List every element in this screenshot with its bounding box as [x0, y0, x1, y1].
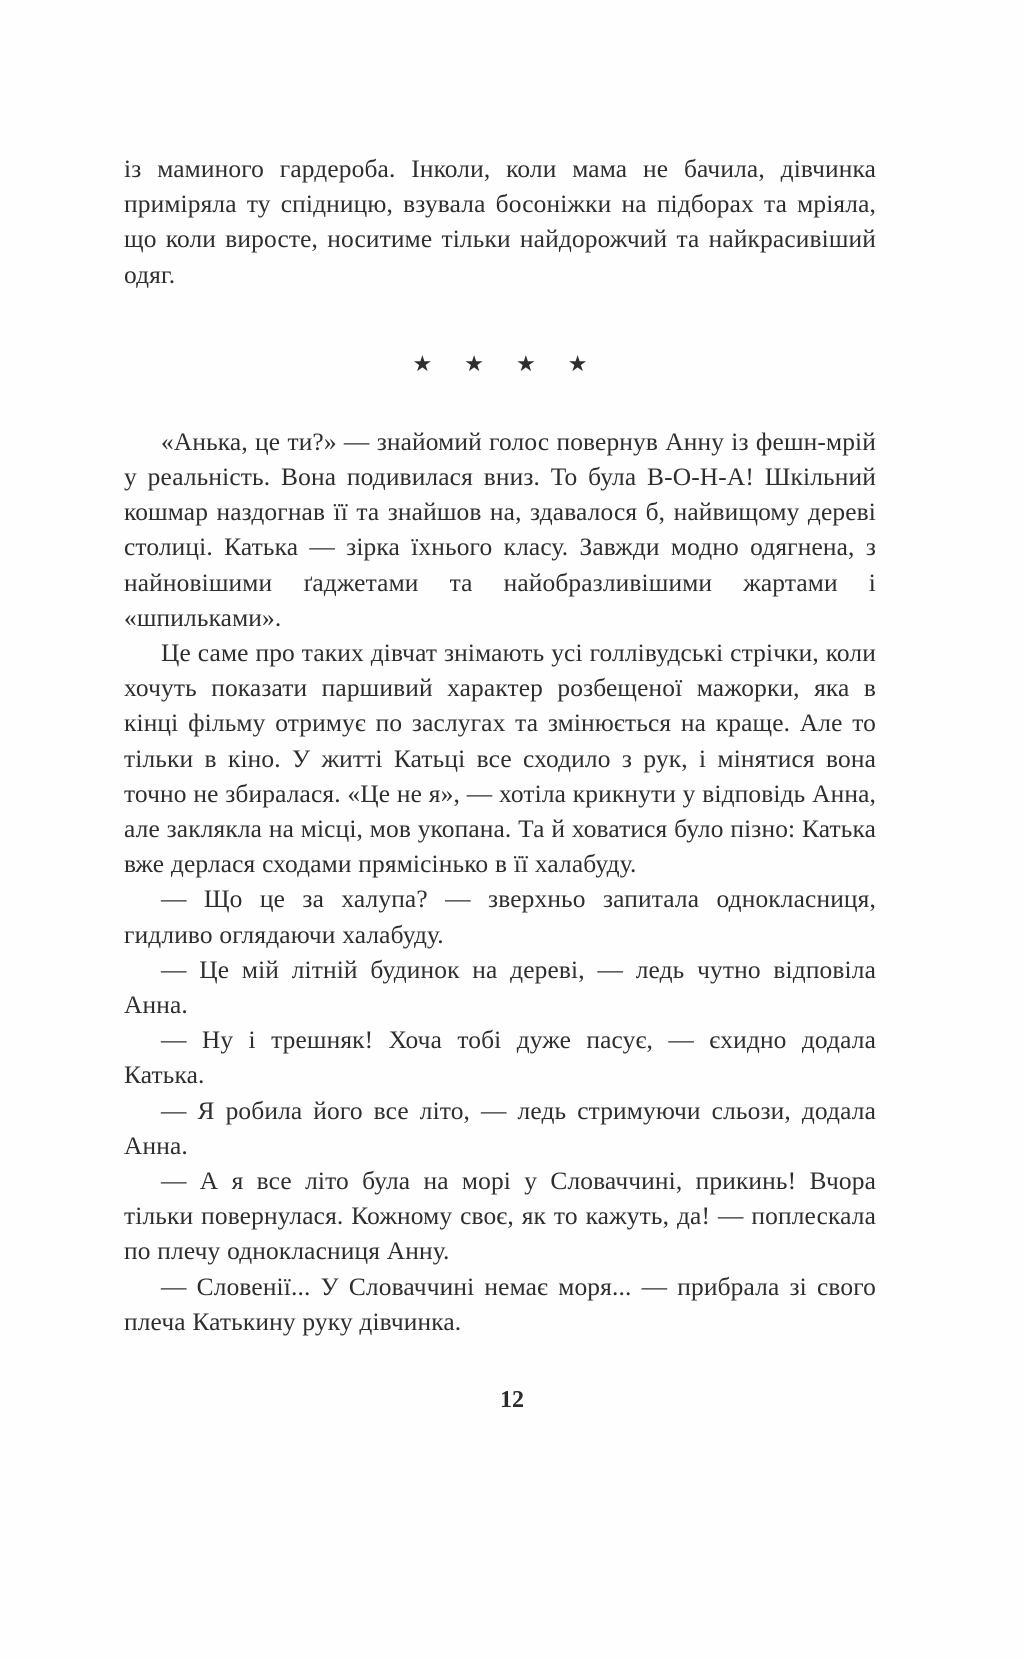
paragraph-hollywood-films: Це саме про таких дівчат знімають усі голлівудські стрічки, коли хочуть показати паршивий характер розбещеної мажорки, яка в кінці фільму отримує по заслугах та змінюється на краще. Але то тільки в кіно. У житті Катьці все сходило з рук, і мінятися вона точно не збиралася. «Це не я», — хотіла крикнути у відповідь Анна, але заклякла на місці, мов укопана. Та й ховатися було пізно: Катька вже дерлася сходами прямісінько в її халабуду.	[124, 639, 876, 879]
star-icon: ★	[516, 350, 536, 376]
dialogue-line-what-is-this-shack: — Що це за халупа? — зверхньо запитала однокласниця, гидливо оглядаючи халабуду.	[124, 885, 876, 949]
spacer-after-divider	[124, 395, 876, 425]
dialogue-line-sea-in-slovakia: — А я все літо була на морі у Словаччині, прикинь! Вчора тільки повернулася. Кожному своє, як то кажуть, да! — поплескала по плечу однокласниця Анну.	[124, 1167, 876, 1266]
dialogue-line-i-built-it-all-summer: — Я робила його все літо, — ледь стримуючи сльози, додала Анна.	[124, 1096, 876, 1160]
page-text-body	[124, 152, 876, 1340]
star-icon: ★	[567, 350, 588, 376]
section-break-divider	[124, 325, 876, 395]
star-icon: ★	[412, 350, 433, 376]
star-icon: ★	[464, 350, 484, 376]
spacer-before-divider	[124, 293, 876, 325]
paragraph-anka-ce-ty: «Анька, це ти?» — знайомий голос повернув Анну із фешн-мрій у реальність. Вона подивилася вниз. То була В-О-Н-А! Шкільний кошмар наздогнав її та знайшов на, здавалося б, найвищому дереві столиці. Катька — зірка їхнього класу. Завжди модно одягнена, з найновішими ґаджетами та найобразливішими жартами і «шпильками».	[124, 427, 876, 632]
dialogue-line-slovenia-correction: — Словенії... У Словаччині немає моря... — прибрала зі свого плеча Катькину руку дівчинка.	[124, 1272, 876, 1336]
dialogue-line-my-summer-treehouse: — Це мій літній будинок на дереві, — ледь чутно відповіла Анна.	[124, 955, 876, 1020]
paragraph-continued-from-previous-page: із маминого гардероба. Інколи, коли мама не бачила, дівчинка приміряла ту спідницю, взувала босоніжки на підборах та мріяла, що коли виросте, носитиме тільки найдорожчий та найкрасивіший одяг.	[124, 155, 876, 289]
page-number: 12	[500, 1387, 524, 1413]
dialogue-line-what-trash: — Ну і трешняк! Хоча тобі дуже пасує, — єхидно додала Катька.	[124, 1026, 876, 1090]
